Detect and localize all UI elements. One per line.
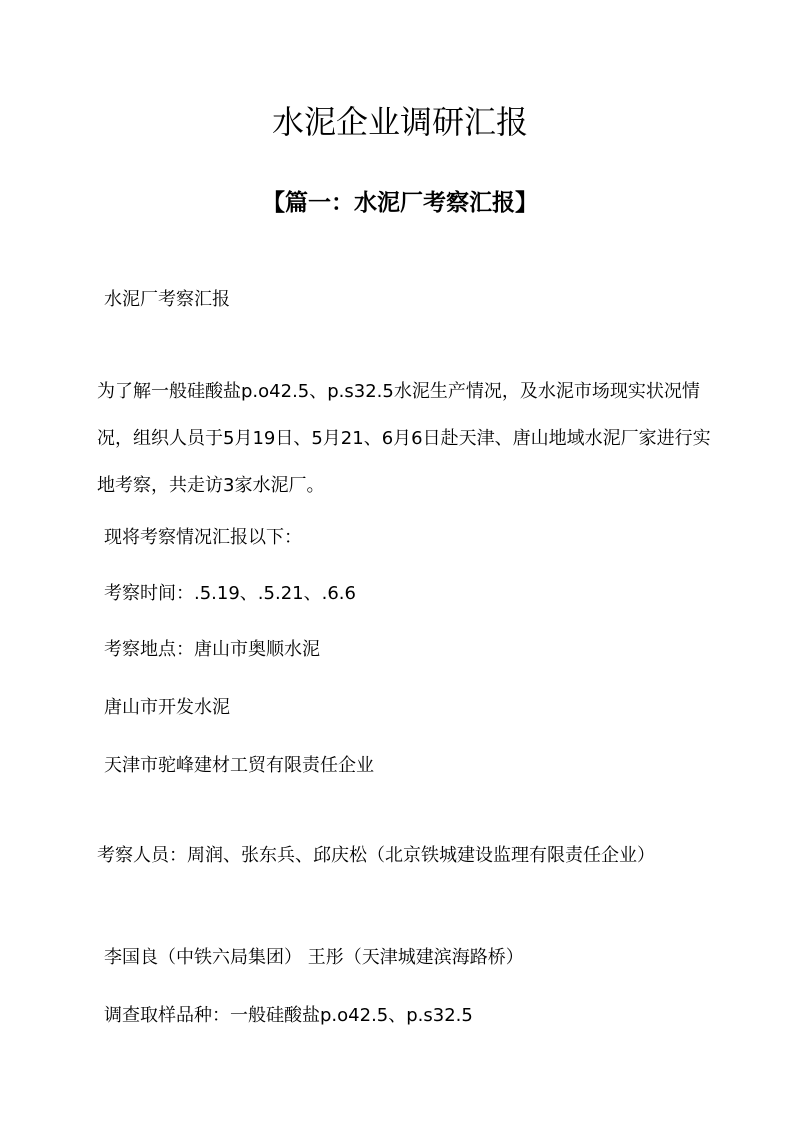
inspection-place: 考察地点：唐山市奥顺水泥 xyxy=(104,639,320,660)
inspection-people-2: 李国良（中铁六局集团） 王彤（天津城建滨海路桥） xyxy=(104,947,524,968)
sample-varieties: 调查取样品种：一般硅酸盐p.o42.5、p.s32.5 xyxy=(104,1005,473,1026)
report-lead: 现将考察情况汇报以下： xyxy=(104,527,302,548)
section-heading: 水泥厂考察汇报 xyxy=(104,289,230,310)
inspection-time: 考察时间：.5.19、.5.21、.6.6 xyxy=(104,583,356,604)
inspection-place-2: 唐山市开发水泥 xyxy=(104,697,230,718)
inspection-place-3: 天津市驼峰建材工贸有限责任企业 xyxy=(104,755,374,776)
document-title: 水泥企业调研汇报 xyxy=(271,103,528,141)
inspection-people: 考察人员：周润、张东兵、邱庆松（北京铁城建设监理有限责任企业） xyxy=(97,845,655,866)
intro-paragraph: 为了解一般硅酸盐p.o42.5、p.s32.5水泥生产情况，及水泥市场现实状况情况，组织人员于5月19日、5月21、6月6日赴天津、唐山地域水泥厂家进行实地考察，共走访3家水泥厂。 xyxy=(97,381,711,496)
document-subtitle: 【篇一：水泥厂考察汇报】 xyxy=(262,190,538,216)
